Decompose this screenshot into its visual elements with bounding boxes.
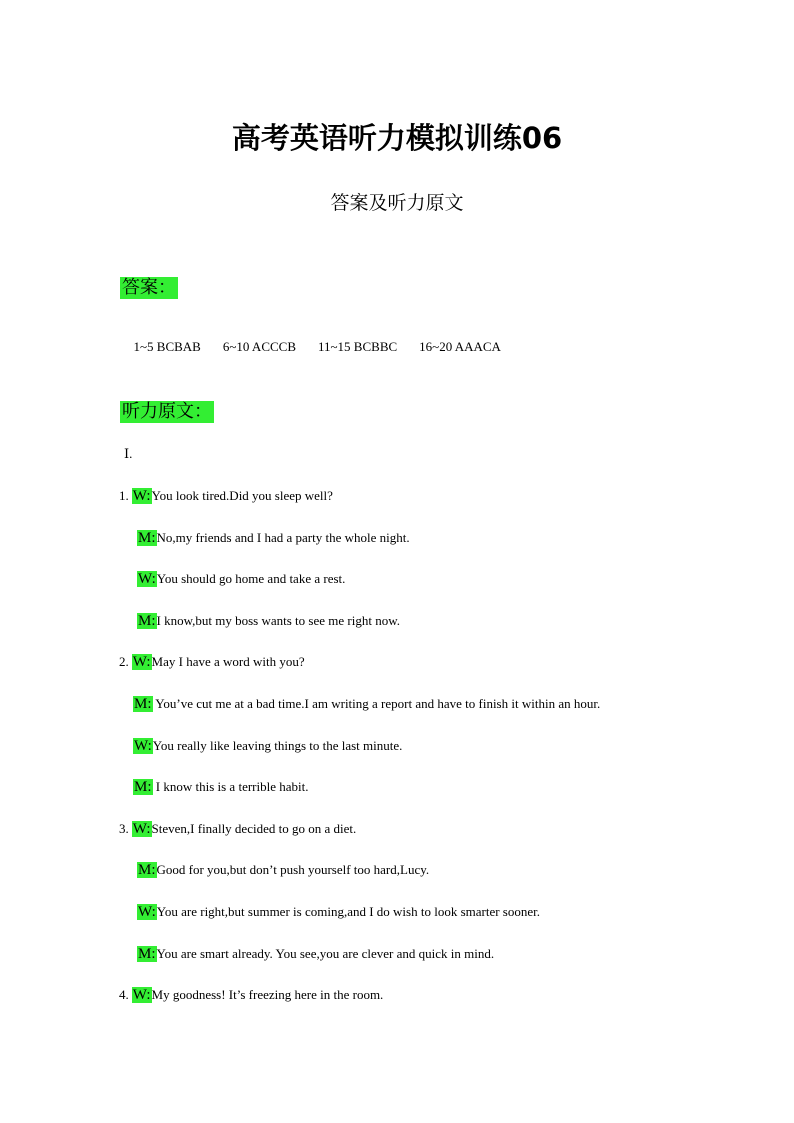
part-label: Ⅰ. [124, 446, 133, 461]
speaker-tag: M: [134, 779, 152, 795]
dialogue-line [137, 902, 540, 922]
page-subtitle: 答案及听力原文 [330, 192, 464, 214]
speaker-tag: M: [134, 696, 152, 712]
speaker-tag: W: [132, 654, 151, 670]
speaker-tag: W: [134, 738, 152, 754]
transcript-heading: 听力原文： [122, 401, 212, 422]
speaker-tag: W: [132, 987, 151, 1003]
line-text: No,my friends and I had a party the whole night. [156, 530, 410, 545]
line-text: I know,but my boss wants to see me right now. [156, 613, 400, 628]
answer-group: 6~10 ACCCB [222, 339, 296, 354]
line-text: You are smart already. You see,you are clever and quick in mind. [156, 946, 495, 961]
dialogue-line [133, 736, 402, 756]
answer-key [127, 320, 523, 356]
dialogue-line [119, 486, 333, 506]
line-text: You should go home and take a rest. [156, 571, 346, 586]
dialogue-line [137, 528, 410, 548]
dialogue-line [119, 985, 383, 1005]
line-text: My goodness! It’s freezing here in the room. [151, 987, 384, 1002]
dialogue-line [119, 819, 356, 839]
speaker-tag: M: [138, 530, 156, 546]
answer-group: 16~20 AAACA [419, 339, 501, 354]
dialogue-line [137, 860, 429, 880]
dialogue-line [133, 777, 308, 797]
line-text: Steven,I finally decided to go on a diet. [151, 821, 357, 836]
dialogue-line [137, 611, 400, 631]
speaker-tag: W: [138, 571, 156, 587]
dialogue-line [133, 694, 600, 714]
dialogue-line [119, 652, 305, 672]
speaker-tag: W: [132, 488, 151, 504]
line-text: You are right,but summer is coming,and I do wish to look smarter sooner. [156, 904, 541, 919]
question-number: 4. [119, 987, 129, 1002]
dialogue-line [137, 944, 494, 964]
page-title: 高考英语听力模拟训练06 [231, 121, 563, 155]
line-text: I know this is a terrible habit. [152, 779, 309, 794]
line-text: You look tired.Did you sleep well? [151, 488, 333, 503]
speaker-tag: M: [138, 613, 156, 629]
question-number: 2. [119, 654, 129, 669]
line-text: You’ve cut me at a bad time.I am writing a report and have to finish it within an hour. [152, 696, 601, 711]
question-number: 1. [119, 488, 129, 503]
dialogue-line [137, 569, 345, 589]
line-text: Good for you,but don’t push yourself too hard,Lucy. [156, 862, 430, 877]
answer-group: 1~5 BCBAB [133, 339, 201, 354]
speaker-tag: M: [138, 946, 156, 962]
answer-group: 11~15 BCBBC [318, 339, 398, 354]
line-text: You really like leaving things to the last minute. [152, 738, 403, 753]
answers-heading: 答案： [122, 277, 176, 298]
speaker-tag: W: [132, 821, 151, 837]
speaker-tag: W: [138, 904, 156, 920]
speaker-tag: M: [138, 862, 156, 878]
question-number: 3. [119, 821, 129, 836]
line-text: May I have a word with you? [151, 654, 305, 669]
